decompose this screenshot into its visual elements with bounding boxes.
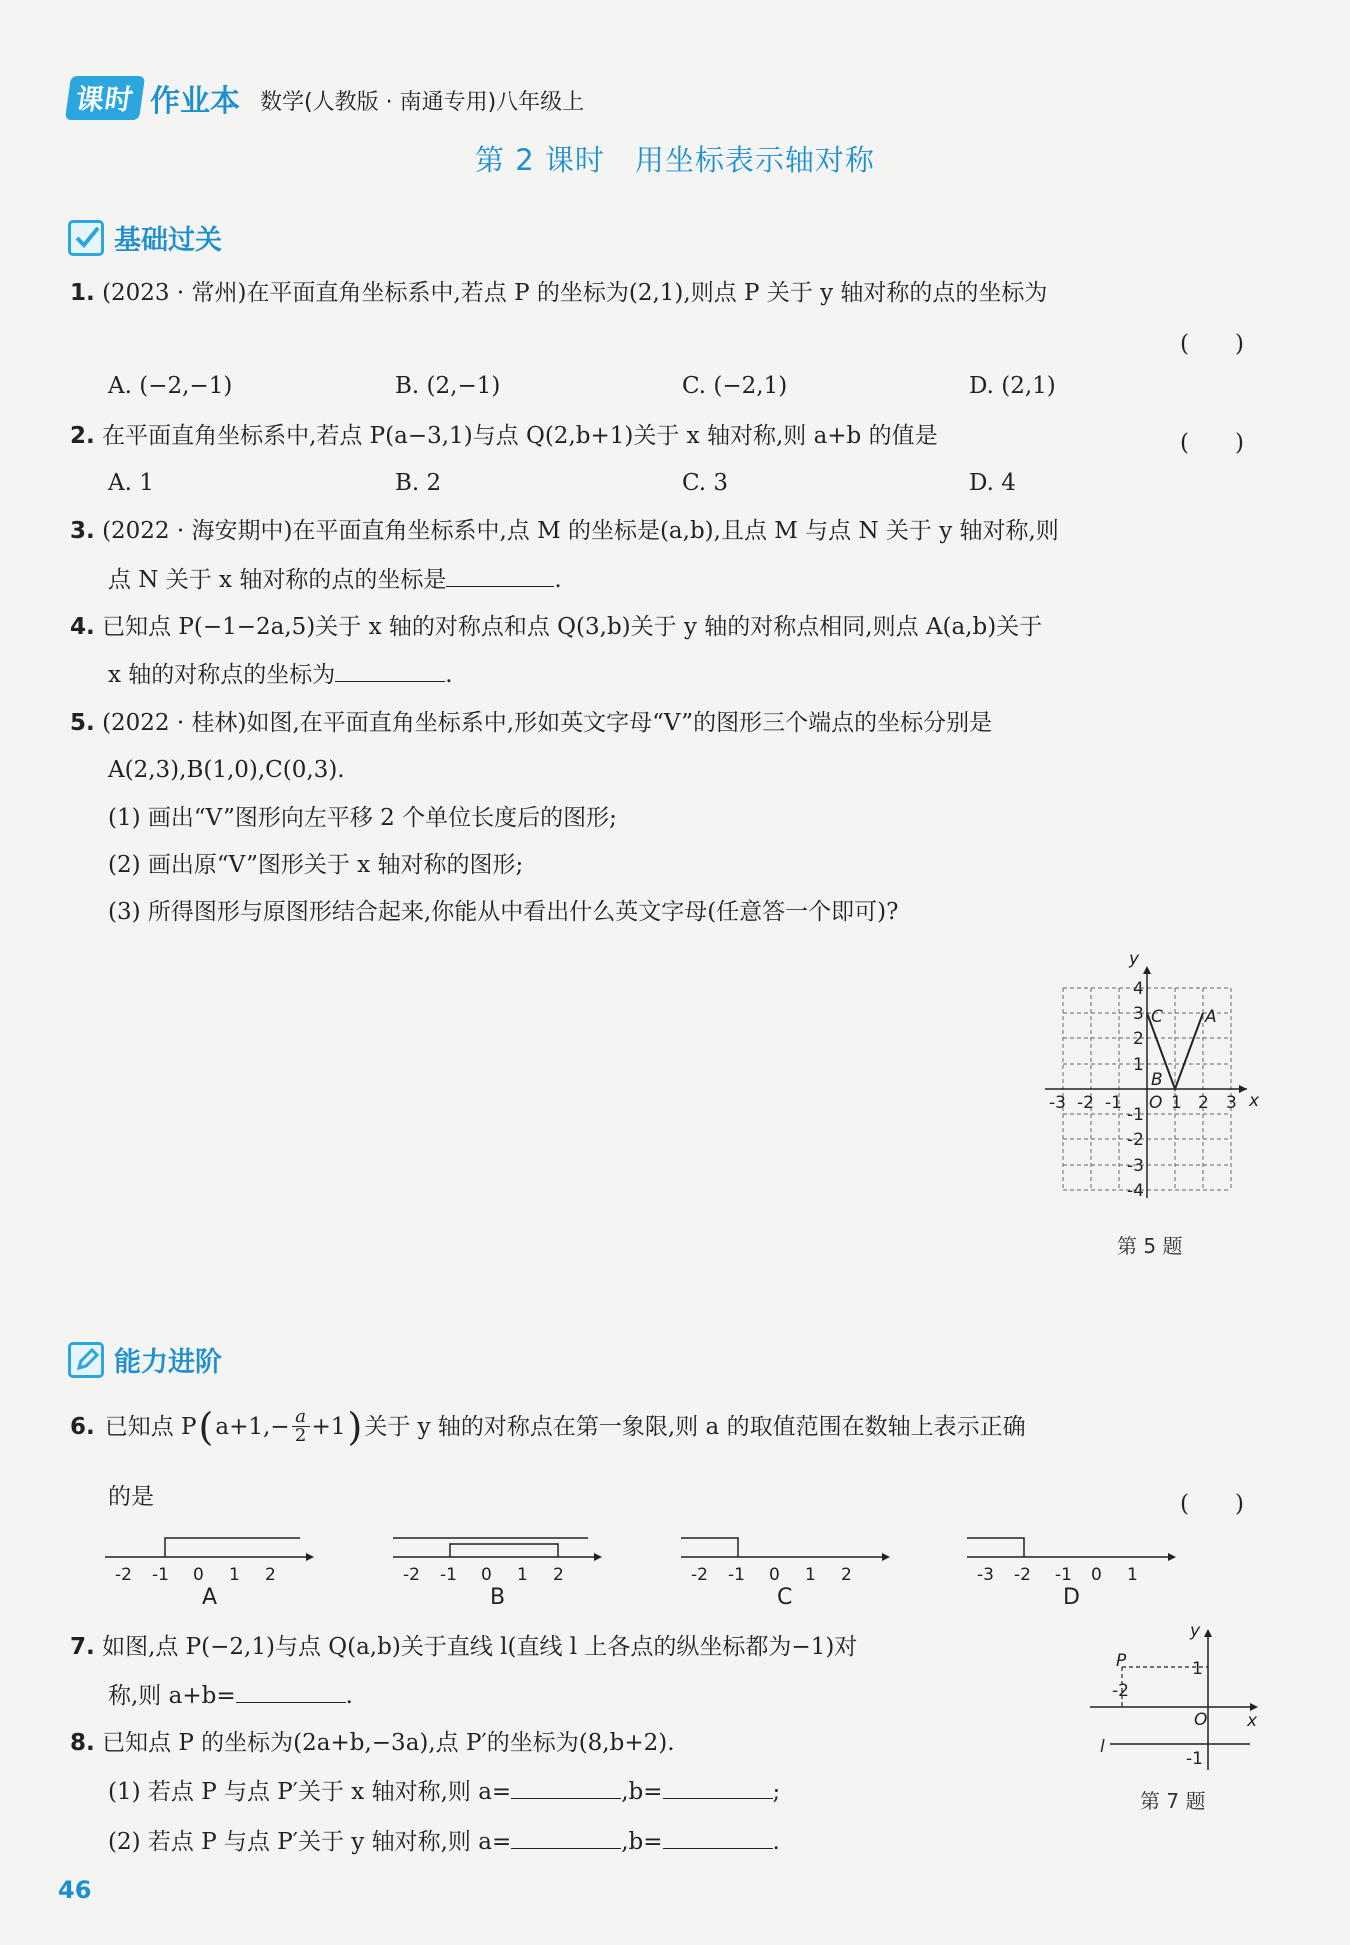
fig7-l-label: l xyxy=(1100,1737,1105,1757)
fig5-xtick-2: 2 xyxy=(1198,1093,1209,1113)
q6-right-paren: ) xyxy=(347,1404,363,1449)
q8-sub1-end: ; xyxy=(772,1779,781,1805)
fig5-y-label: y xyxy=(1129,949,1140,969)
q6-left-paren: ( xyxy=(198,1404,214,1449)
numline-a-tick3: 1 xyxy=(229,1565,240,1585)
q8-sub2-blank-a[interactable] xyxy=(511,1826,621,1849)
numline-c-tick3: 1 xyxy=(805,1565,816,1585)
q1-option-c: C. (−2,1) xyxy=(682,373,788,399)
header-subtitle: 数学(人教版 · 南通专用)八年级上 xyxy=(260,90,585,115)
pencil-edit-icon xyxy=(68,1342,104,1378)
q7-end: . xyxy=(345,1683,353,1709)
fig7-tick-1: 1 xyxy=(1192,1659,1203,1679)
page-number: 46 xyxy=(58,1876,92,1904)
fig5-origin: O xyxy=(1149,1093,1163,1113)
q2-answer-paren: ( ) xyxy=(1180,430,1244,456)
q2-option-a: A. 1 xyxy=(108,470,154,496)
numline-a-tick4: 2 xyxy=(265,1565,276,1585)
question-8 xyxy=(70,1726,675,1760)
numline-d-tick1: -2 xyxy=(1014,1565,1031,1585)
q4-line1: 已知点 P(−1−2a,5)关于 x 轴的对称点和点 Q(3,b)关于 y 轴的对称点相同,则点 A(a,b)关于 xyxy=(102,614,1043,640)
question-2 xyxy=(70,419,938,453)
numline-b-tick4: 2 xyxy=(553,1565,564,1585)
q1-option-a: A. (−2,−1) xyxy=(108,373,233,399)
q2-options xyxy=(108,470,1256,496)
q8-sub1-blank-b[interactable] xyxy=(663,1776,773,1799)
fig5-ytick-neg2: -2 xyxy=(1127,1130,1144,1150)
fig5-xtick-neg2: -2 xyxy=(1077,1093,1094,1113)
q8-sub2-blank-b[interactable] xyxy=(663,1826,773,1849)
q3-number: 3. xyxy=(70,518,95,544)
q8-sub2-text-b: ,b= xyxy=(621,1829,663,1855)
numline-b-tick0: -2 xyxy=(403,1565,420,1585)
figure-5-coordinate-plane xyxy=(1035,940,1275,1225)
q7-line1: 如图,点 P(−2,1)与点 Q(a,b)关于直线 l(直线 l 上各点的纵坐标都为−1)对 xyxy=(102,1634,858,1660)
numline-a xyxy=(100,1522,325,1592)
q5-number: 5. xyxy=(70,710,95,736)
fig5-ytick-3: 3 xyxy=(1133,1004,1144,1024)
numline-c-tick0: -2 xyxy=(691,1565,708,1585)
numline-b-tick3: 1 xyxy=(517,1565,528,1585)
numline-b-tick1: -1 xyxy=(440,1565,457,1585)
q1-text: (2023 · 常州)在平面直角坐标系中,若点 P 的坐标为(2,1),则点 P 关于 y 轴对称的点的坐标为 xyxy=(102,280,1048,306)
q5-sub3: (3) 所得图形与原图形结合起来,你能从中看出什么英文字母(任意答一个即可)? xyxy=(108,899,899,925)
numline-d-label: D xyxy=(1063,1585,1080,1610)
numline-d xyxy=(962,1522,1187,1592)
q4-end: . xyxy=(445,662,453,688)
q7-blank[interactable] xyxy=(236,1680,346,1703)
fig5-ytick-4: 4 xyxy=(1133,979,1144,999)
q8-sub2 xyxy=(108,1825,780,1859)
q7-line2 xyxy=(108,1679,353,1713)
fig5-ytick-neg3: -3 xyxy=(1127,1156,1144,1176)
q5-line2: A(2,3),B(1,0),C(0,3). xyxy=(108,757,345,783)
q8-line1: 已知点 P 的坐标为(2a+b,−3a),点 P′的坐标为(8,b+2). xyxy=(102,1730,675,1756)
fig5-x-label: x xyxy=(1249,1091,1260,1111)
q6-line2: 的是 xyxy=(108,1484,154,1510)
q6-text-a: 已知点 P xyxy=(104,1413,197,1440)
question-5 xyxy=(70,706,992,740)
numline-c-range xyxy=(681,1538,738,1557)
fig7-y-label: y xyxy=(1190,1622,1201,1641)
q3-line2-text: 点 N 关于 x 轴对称的点的坐标是 xyxy=(108,567,447,593)
section-basic-label: 基础过关 xyxy=(114,225,222,256)
q2-text: 在平面直角坐标系中,若点 P(a−3,1)与点 Q(2,b+1)关于 x 轴对称,则 a+b 的值是 xyxy=(102,423,938,449)
logo-text: 作业本 xyxy=(150,84,241,119)
q8-sub1 xyxy=(108,1775,780,1809)
numline-a-tick0: -2 xyxy=(115,1565,132,1585)
q2-option-d: D. 4 xyxy=(969,470,1016,496)
q8-sub2-text-a: (2) 若点 P 与点 P′关于 y 轴对称,则 a= xyxy=(108,1829,512,1855)
fig7-tick-neg1: -1 xyxy=(1186,1749,1203,1769)
fig5-ytick-neg1: -1 xyxy=(1127,1105,1144,1125)
question-6 xyxy=(70,1404,1026,1449)
fig5-point-c: C xyxy=(1151,1007,1163,1027)
fig5-ytick-2: 2 xyxy=(1133,1029,1144,1049)
numline-c-tick2: 0 xyxy=(769,1565,780,1585)
fig7-x-label: x xyxy=(1247,1711,1258,1731)
q4-blank[interactable] xyxy=(335,659,445,682)
q3-blank[interactable] xyxy=(446,564,554,587)
fig5-ytick-1: 1 xyxy=(1133,1055,1144,1075)
numline-d-tick4: 1 xyxy=(1127,1565,1138,1585)
numline-c-label: C xyxy=(777,1585,793,1610)
q3-end: . xyxy=(554,567,562,593)
numline-a-tick2: 0 xyxy=(193,1565,204,1585)
numline-d-tick3: 0 xyxy=(1091,1565,1102,1585)
question-4 xyxy=(70,610,1042,644)
question-3 xyxy=(70,514,1059,548)
fig7-tick-neg2: -2 xyxy=(1112,1681,1129,1701)
q6-fraction xyxy=(292,1408,310,1445)
q7-figure-caption: 第 7 题 xyxy=(1140,1789,1206,1813)
fig7-origin: O xyxy=(1194,1710,1208,1730)
q3-line2 xyxy=(108,563,562,597)
fig5-x-arrow xyxy=(1239,1085,1247,1093)
q8-sub2-end: . xyxy=(772,1829,780,1855)
q4-line2-text: x 轴的对称点的坐标为 xyxy=(108,662,336,688)
numline-a-label: A xyxy=(202,1585,218,1610)
lesson-title: 第 2 课时 用坐标表示轴对称 xyxy=(475,143,875,177)
fig5-xtick-neg3: -3 xyxy=(1049,1093,1066,1113)
numline-c-tick4: 2 xyxy=(841,1565,852,1585)
q8-sub1-text-b: ,b= xyxy=(621,1779,663,1805)
q5-figure-caption: 第 5 题 xyxy=(1117,1234,1183,1258)
numline-b-range xyxy=(450,1544,558,1557)
fig5-y-arrow xyxy=(1143,966,1151,974)
q1-number: 1. xyxy=(70,280,95,306)
numline-d-tick0: -3 xyxy=(977,1565,994,1585)
q5-line1: (2022 · 桂林)如图,在平面直角坐标系中,形如英文字母“V”的图形三个端点的坐标分别是 xyxy=(102,710,993,736)
q5-sub1: (1) 画出“V”图形向左平移 2 个单位长度后的图形; xyxy=(108,805,617,831)
q6-number: 6. xyxy=(70,1413,95,1440)
numline-d-tick2: -1 xyxy=(1055,1565,1072,1585)
q7-line2-text: 称,则 a+b= xyxy=(108,1683,236,1709)
q1-options xyxy=(108,373,1256,399)
q4-number: 4. xyxy=(70,614,95,640)
numline-c xyxy=(676,1522,901,1592)
fig5-point-b: B xyxy=(1151,1070,1163,1090)
q6-text-d: 关于 y 轴的对称点在第一象限,则 a 的取值范围在数轴上表示正确 xyxy=(364,1413,1026,1440)
numline-b xyxy=(388,1522,613,1592)
q4-line2 xyxy=(108,658,453,692)
question-7 xyxy=(70,1630,857,1664)
numline-d-range xyxy=(967,1538,1024,1557)
section-advanced xyxy=(68,1340,222,1379)
header xyxy=(68,72,584,120)
q7-number: 7. xyxy=(70,1634,95,1660)
checkbox-icon xyxy=(68,220,104,256)
numline-b-label: B xyxy=(490,1585,506,1610)
numline-c-tick1: -1 xyxy=(728,1565,745,1585)
q6-frac-den: 2 xyxy=(294,1425,307,1446)
fig5-xtick-3: 3 xyxy=(1226,1093,1237,1113)
q8-sub1-text-a: (1) 若点 P 与点 P′关于 x 轴对称,则 a= xyxy=(108,1779,512,1805)
q8-number: 8. xyxy=(70,1730,95,1756)
fig7-point-p: P xyxy=(1116,1651,1127,1671)
q2-option-c: C. 3 xyxy=(682,470,729,496)
fig5-xtick-neg1: -1 xyxy=(1105,1093,1122,1113)
q6-answer-paren: ( ) xyxy=(1180,1491,1244,1517)
q2-option-b: B. 2 xyxy=(395,470,442,496)
q1-answer-paren: ( ) xyxy=(1180,331,1244,357)
q6-text-b: a+1,− xyxy=(215,1413,290,1440)
section-basic xyxy=(68,218,222,257)
q3-line1: (2022 · 海安期中)在平面直角坐标系中,点 M 的坐标是(a,b),且点 M 与点 N 关于 y 轴对称,则 xyxy=(102,518,1059,544)
fig5-point-a: A xyxy=(1205,1007,1217,1027)
question-1 xyxy=(70,276,1047,310)
q6-text-c: +1 xyxy=(311,1413,346,1440)
q6-frac-num: a xyxy=(295,1406,306,1427)
q8-sub1-blank-a[interactable] xyxy=(511,1776,621,1799)
fig5-ytick-neg4: -4 xyxy=(1127,1181,1144,1201)
numline-a-tick1: -1 xyxy=(152,1565,169,1585)
section-advanced-label: 能力进阶 xyxy=(114,1347,222,1378)
numline-b-tick2: 0 xyxy=(481,1565,492,1585)
q2-number: 2. xyxy=(70,423,95,449)
q1-option-d: D. (2,1) xyxy=(969,373,1056,399)
logo-box: 课时 xyxy=(65,76,145,120)
q1-option-b: B. (2,−1) xyxy=(395,373,501,399)
q5-sub2: (2) 画出原“V”图形关于 x 轴对称的图形; xyxy=(108,852,524,878)
figure-7-coordinate-plane xyxy=(1090,1622,1265,1772)
numline-a-range xyxy=(165,1538,300,1557)
fig5-xtick-1: 1 xyxy=(1171,1093,1182,1113)
